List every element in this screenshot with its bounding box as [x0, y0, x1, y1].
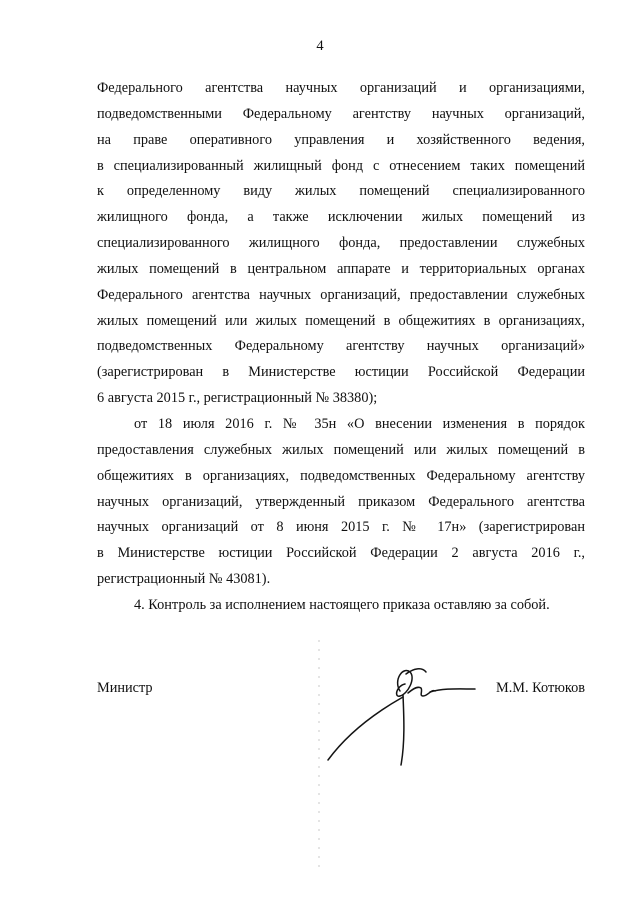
text-line: научных организаций, утвержденный приказом Федерального агентства: [97, 493, 585, 510]
text-line: к определенному виду жилых помещений специализированного: [97, 183, 585, 200]
text-line: подведомственными Федеральному агентству научных организаций,: [97, 105, 585, 122]
page-number: 4: [316, 38, 324, 54]
order-text: [97, 76, 585, 619]
text-line: предоставления служебных жилых помещений или жилых помещений в: [97, 441, 585, 458]
text-line: 4. Контроль за исполнением настоящего приказа оставляю за собой.: [134, 596, 550, 613]
signer-name: М.М. Котюков: [496, 680, 585, 696]
text-line: на праве оперативного управления и хозяйственного ведения,: [97, 131, 585, 148]
text-line: специализированного жилищного фонда, предоставлении служебных: [97, 235, 585, 252]
text-line: Федерального агентства научных организаций, предоставлении служебных: [97, 286, 585, 303]
text-line: жилищного фонда, а также исключении жилых помещений из: [97, 209, 585, 226]
text-line: подведомственных Федеральному агентству научных организаций»: [97, 338, 585, 355]
text-line: (зарегистрирован в Министерстве юстиции Российской Федерации: [97, 364, 585, 381]
text-line: в специализированный жилищный фонд с отнесением таких помещений: [97, 157, 585, 174]
text-line: 6 августа 2015 г., регистрационный № 38380);: [97, 390, 378, 407]
handwritten-signature: [310, 658, 480, 768]
text-line: от 18 июля 2016 г. № 35н «О внесении изменения в порядок: [134, 415, 585, 432]
text-line: жилых помещений в центральном аппарате и территориальных органах: [97, 260, 585, 277]
signer-position: Министр: [97, 680, 153, 696]
text-line: в Министерстве юстиции Российской Федерации 2 августа 2016 г.,: [97, 545, 585, 562]
text-line: научных организаций от 8 июня 2015 г. № 17н» (зарегистрирован: [97, 519, 585, 536]
text-line: общежитиях в организациях, подведомственных Федеральному агентству: [97, 467, 585, 484]
text-line: регистрационный № 43081).: [97, 571, 271, 588]
text-line: Федерального агентства научных организаций и организациями,: [97, 80, 585, 96]
text-line: жилых помещений или жилых помещений в общежитиях в организациях,: [97, 312, 585, 329]
